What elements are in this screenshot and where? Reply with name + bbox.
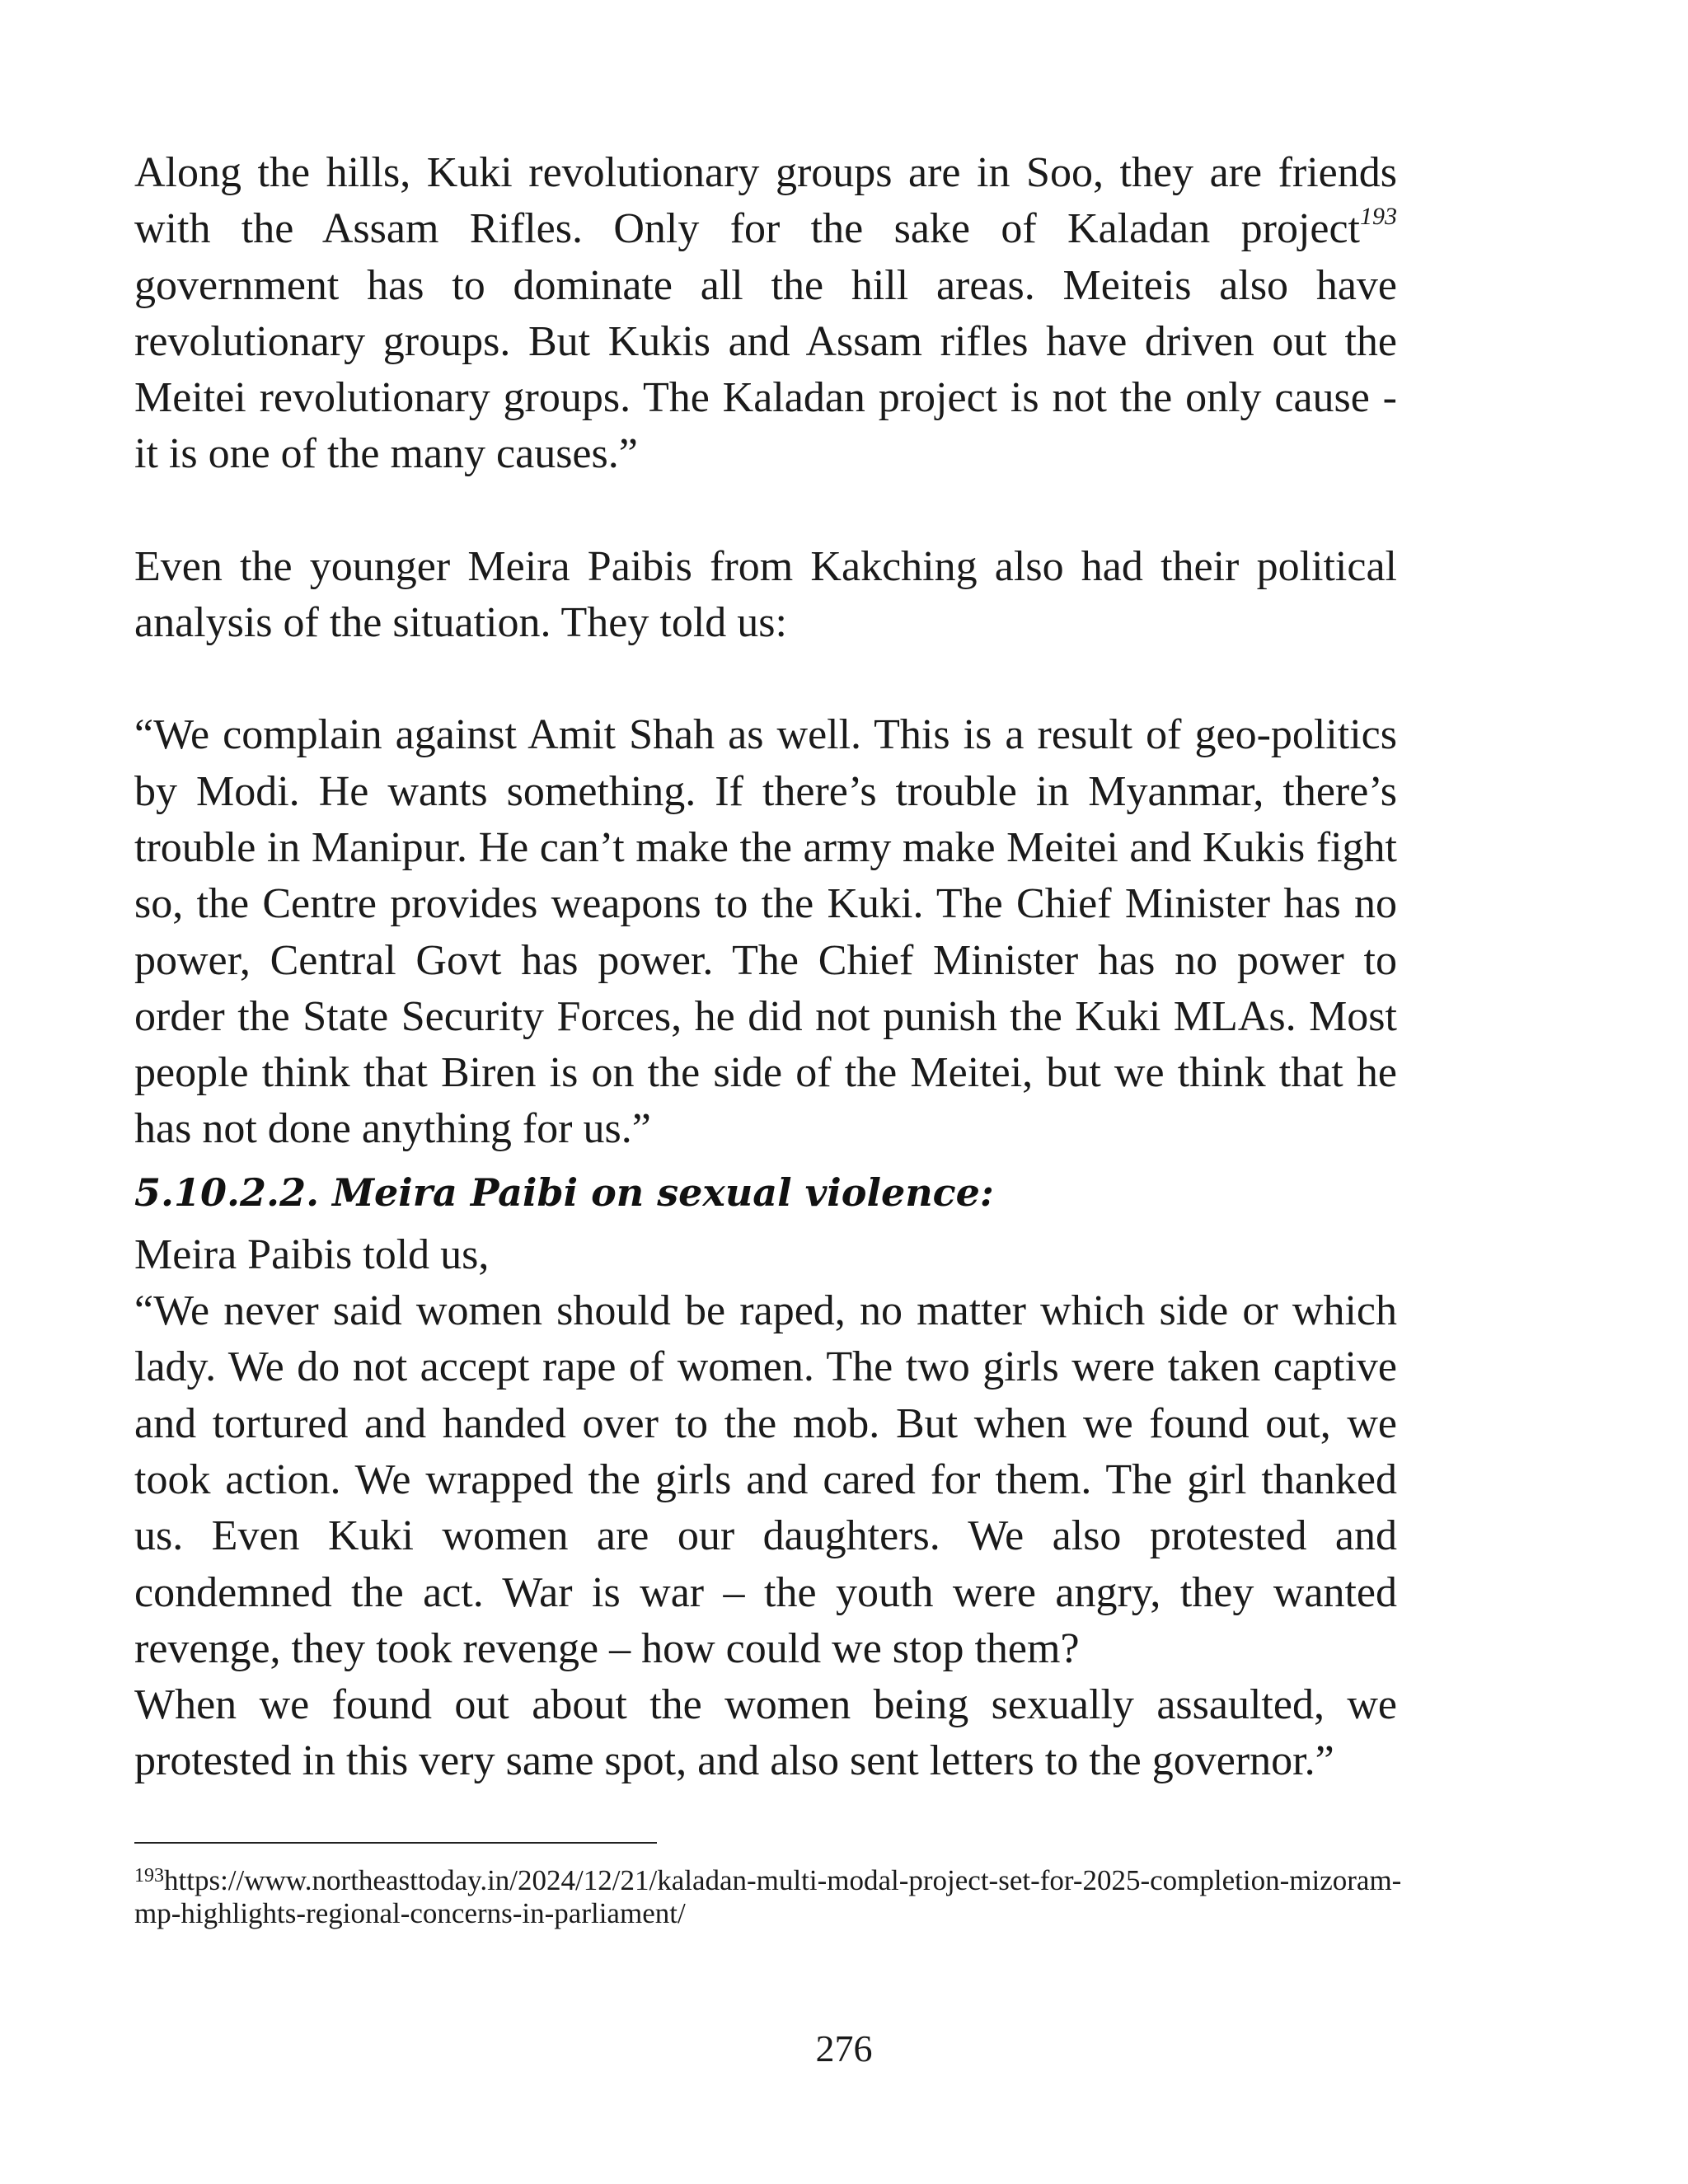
paragraph-intro: Meira Paibis told us, [134, 1230, 490, 1278]
footnote [134, 1864, 1420, 1930]
footnote-link[interactable]: https://www.northeasttoday.in/2024/12/21/kaladan-multi-modal-project-set-for-2025-completion-mizoram-mp-highlights-regional-concerns-in-parliament/ [134, 1864, 1402, 1929]
section-heading: 5.10.2.2. Meira Paibi on sexual violence: [134, 1169, 994, 1215]
page-body [134, 145, 1397, 1790]
paragraph-younger-meira-paibis: Even the younger Meira Paibis from Kakching also had their political analysis of the situation. They told us: [134, 542, 1397, 647]
paragraph-quote-sexual-violence: “We never said women should be raped, no matter which side or which lady. We do not accept rape of women. The two girls were taken captive and tortured and handed over to the mob. But when we found out, we took action. We wrapped the girls and cared for them. The girl thanked us. Even Kuki women are our daughters. We also protested and condemned the act. War is war – the youth were angry, they wanted revenge, they took revenge – how could we stop them? [134, 1287, 1397, 1672]
paragraph-kaladan [134, 145, 1397, 483]
paragraph-quote-protest: When we found out about the women being sexually assaulted, we protested in this very same spot, and also sent letters to the governor.” [134, 1681, 1397, 1785]
paragraph-text-continued: government has to dominate all the hill areas. Meiteis also have revolutionary groups. But Kukis and Assam rifles have driven out the Meitei revolutionary groups. The Kaladan project is not the only cause - it is one of the many causes.” [134, 261, 1397, 478]
footnote-number: 193 [134, 1865, 164, 1886]
footnote-reference[interactable]: 193 [1360, 203, 1397, 231]
paragraph-quote-geopolitics: “We complain against Amit Shah as well. This is a result of geo-politics by Modi. He wants something. If there’s trouble in Myanmar, there’s trouble in Manipur. He can’t make the army make Meitei and Kukis fight so, the Centre provides weapons to the Kuki. The Chief Minister has no power, Central Govt has power. The Chief Minister has no power to order the State Security Forces, he did not punish the Kuki MLAs. Most people think that Biren is on the side of the Meitei, but we think that he has not done anything for us.” [134, 711, 1397, 1153]
footnote-divider [134, 1842, 657, 1844]
paragraph-text: Along the hills, Kuki revolutionary groups are in Soo, they are friends with the Assam Rifles. Only for the sake of Kaladan project [134, 149, 1397, 253]
page-number: 276 [815, 2027, 873, 2069]
